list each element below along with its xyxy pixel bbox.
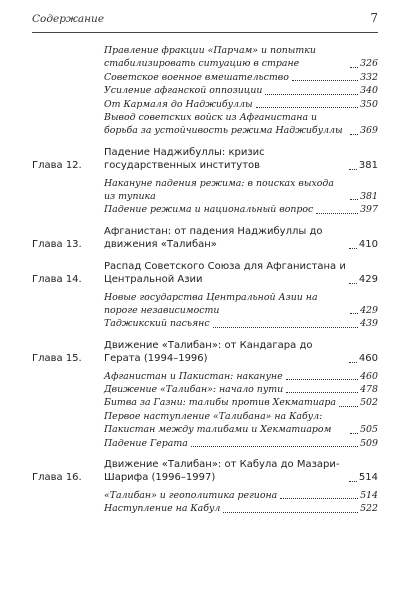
dot-leader [349, 481, 357, 482]
section-page-number: 509 [360, 437, 378, 449]
section-page-number: 350 [360, 98, 378, 110]
section-title: Правление фракции «Парчам» и попытки стабилизировать ситуацию в стране [104, 45, 316, 70]
section-title: Новые государства Центральной Азии на пороге независимости [104, 291, 318, 316]
section-page-number: 369 [360, 125, 378, 137]
dot-leader [350, 313, 358, 314]
chapter-label: Глава 12. [32, 160, 82, 172]
chapter-label: Глава 16. [32, 472, 82, 484]
dot-leader [213, 327, 358, 328]
header-page-number: 7 [370, 11, 378, 25]
section-page-number: 397 [360, 204, 378, 216]
dot-leader [265, 94, 358, 95]
chapter-page-number: 460 [358, 353, 378, 365]
dot-leader [286, 379, 358, 380]
section-page-number: 340 [360, 85, 378, 97]
header-title: Содержание [32, 13, 105, 25]
dot-leader [191, 446, 358, 447]
section-page-number: 502 [360, 397, 378, 409]
section-title: «Талибан» и геополитика региона [104, 489, 278, 501]
section-entry [104, 111, 378, 138]
section-page-number: 478 [360, 383, 378, 395]
dot-leader [339, 406, 358, 407]
chapter-page-number: 410 [358, 239, 378, 251]
dot-leader [349, 169, 357, 170]
dot-leader [223, 512, 358, 513]
dot-leader [349, 248, 357, 249]
section-entry [104, 84, 378, 97]
section-entry [104, 291, 378, 318]
dot-leader [350, 433, 358, 434]
section-entry [104, 437, 378, 450]
dot-leader [286, 392, 358, 393]
dot-leader [316, 213, 358, 214]
section-entry [104, 383, 378, 396]
section-page-number: 429 [360, 304, 378, 316]
section-page-number: 522 [360, 503, 378, 515]
section-entry [104, 410, 378, 437]
section-entry [104, 177, 378, 204]
chapter-entry [32, 225, 378, 252]
dot-leader [350, 67, 358, 68]
dot-leader [349, 283, 357, 284]
section-entry [104, 44, 378, 71]
chapter-title: Распад Советского Союза для Афганистана и Центральной Азии [104, 260, 346, 286]
section-entry [104, 71, 378, 84]
dot-leader [280, 498, 358, 499]
chapter-page-number: 429 [358, 274, 378, 286]
section-entry [104, 370, 378, 383]
dot-leader [256, 107, 358, 108]
section-entry [104, 98, 378, 111]
section-entry [104, 317, 378, 330]
running-header [32, 10, 378, 33]
chapter-entry [32, 458, 378, 485]
chapter-label: Глава 14. [32, 274, 82, 286]
section-entry [104, 203, 378, 216]
dot-leader [349, 362, 357, 363]
dot-leader [350, 199, 358, 200]
section-title: Падение Герата [104, 437, 188, 449]
section-title: Движение «Талибан»: начало пути [104, 383, 284, 395]
section-title: Падение режима и национальный вопрос [104, 204, 314, 216]
section-page-number: 326 [360, 58, 378, 70]
chapter-entry [32, 146, 378, 173]
dot-leader [350, 134, 358, 135]
chapter-page-number: 381 [358, 160, 378, 172]
dot-leader [292, 80, 358, 81]
chapter-title: Афганистан: от падения Наджибуллы до движения «Талибан» [104, 225, 323, 251]
section-title: От Кармаля до Наджибуллы [104, 98, 253, 110]
section-page-number: 381 [360, 191, 378, 203]
section-title: Усиление афганской оппозиции [104, 85, 263, 97]
chapter-page-number: 514 [358, 472, 378, 484]
section-title: Первое наступление «Талибана» на Кабул: Пакистан между талибами и Хекматиаром [104, 410, 332, 436]
section-entry [104, 489, 378, 502]
section-entry [104, 502, 378, 515]
section-title: Наступление на Кабул [104, 503, 221, 515]
section-entry [104, 396, 378, 409]
section-page-number: 505 [360, 424, 378, 436]
chapter-title: Движение «Талибан»: от Кабула до Мазари-Шарифа (1996–1997) [104, 458, 340, 484]
chapter-label: Глава 15. [32, 353, 82, 365]
section-title: Таджикский пасьянс [104, 318, 210, 330]
section-title: Битва за Газни: талибы против Хекматиара [104, 397, 336, 409]
chapter-title: Движение «Талибан»: от Кандагара до Герата (1994–1996) [104, 339, 313, 365]
section-page-number: 332 [360, 71, 378, 83]
chapter-entry [32, 339, 378, 366]
table-of-contents [32, 44, 378, 516]
section-page-number: 460 [360, 370, 378, 382]
chapter-label: Глава 13. [32, 239, 82, 251]
section-title: Накануне падения режима: в поисках выхода из тупика [104, 177, 334, 203]
section-title: Вывод советских войск из Афганистана и борьба за устойчивость режима Наджибуллы [104, 112, 343, 137]
section-page-number: 439 [360, 318, 378, 330]
chapter-title: Падение Наджибуллы: кризис государственных институтов [104, 146, 265, 172]
section-page-number: 514 [360, 489, 378, 501]
section-title: Афганистан и Пакистан: накануне [104, 370, 283, 382]
chapter-entry [32, 260, 378, 287]
section-title: Советское военное вмешательство [104, 71, 289, 83]
